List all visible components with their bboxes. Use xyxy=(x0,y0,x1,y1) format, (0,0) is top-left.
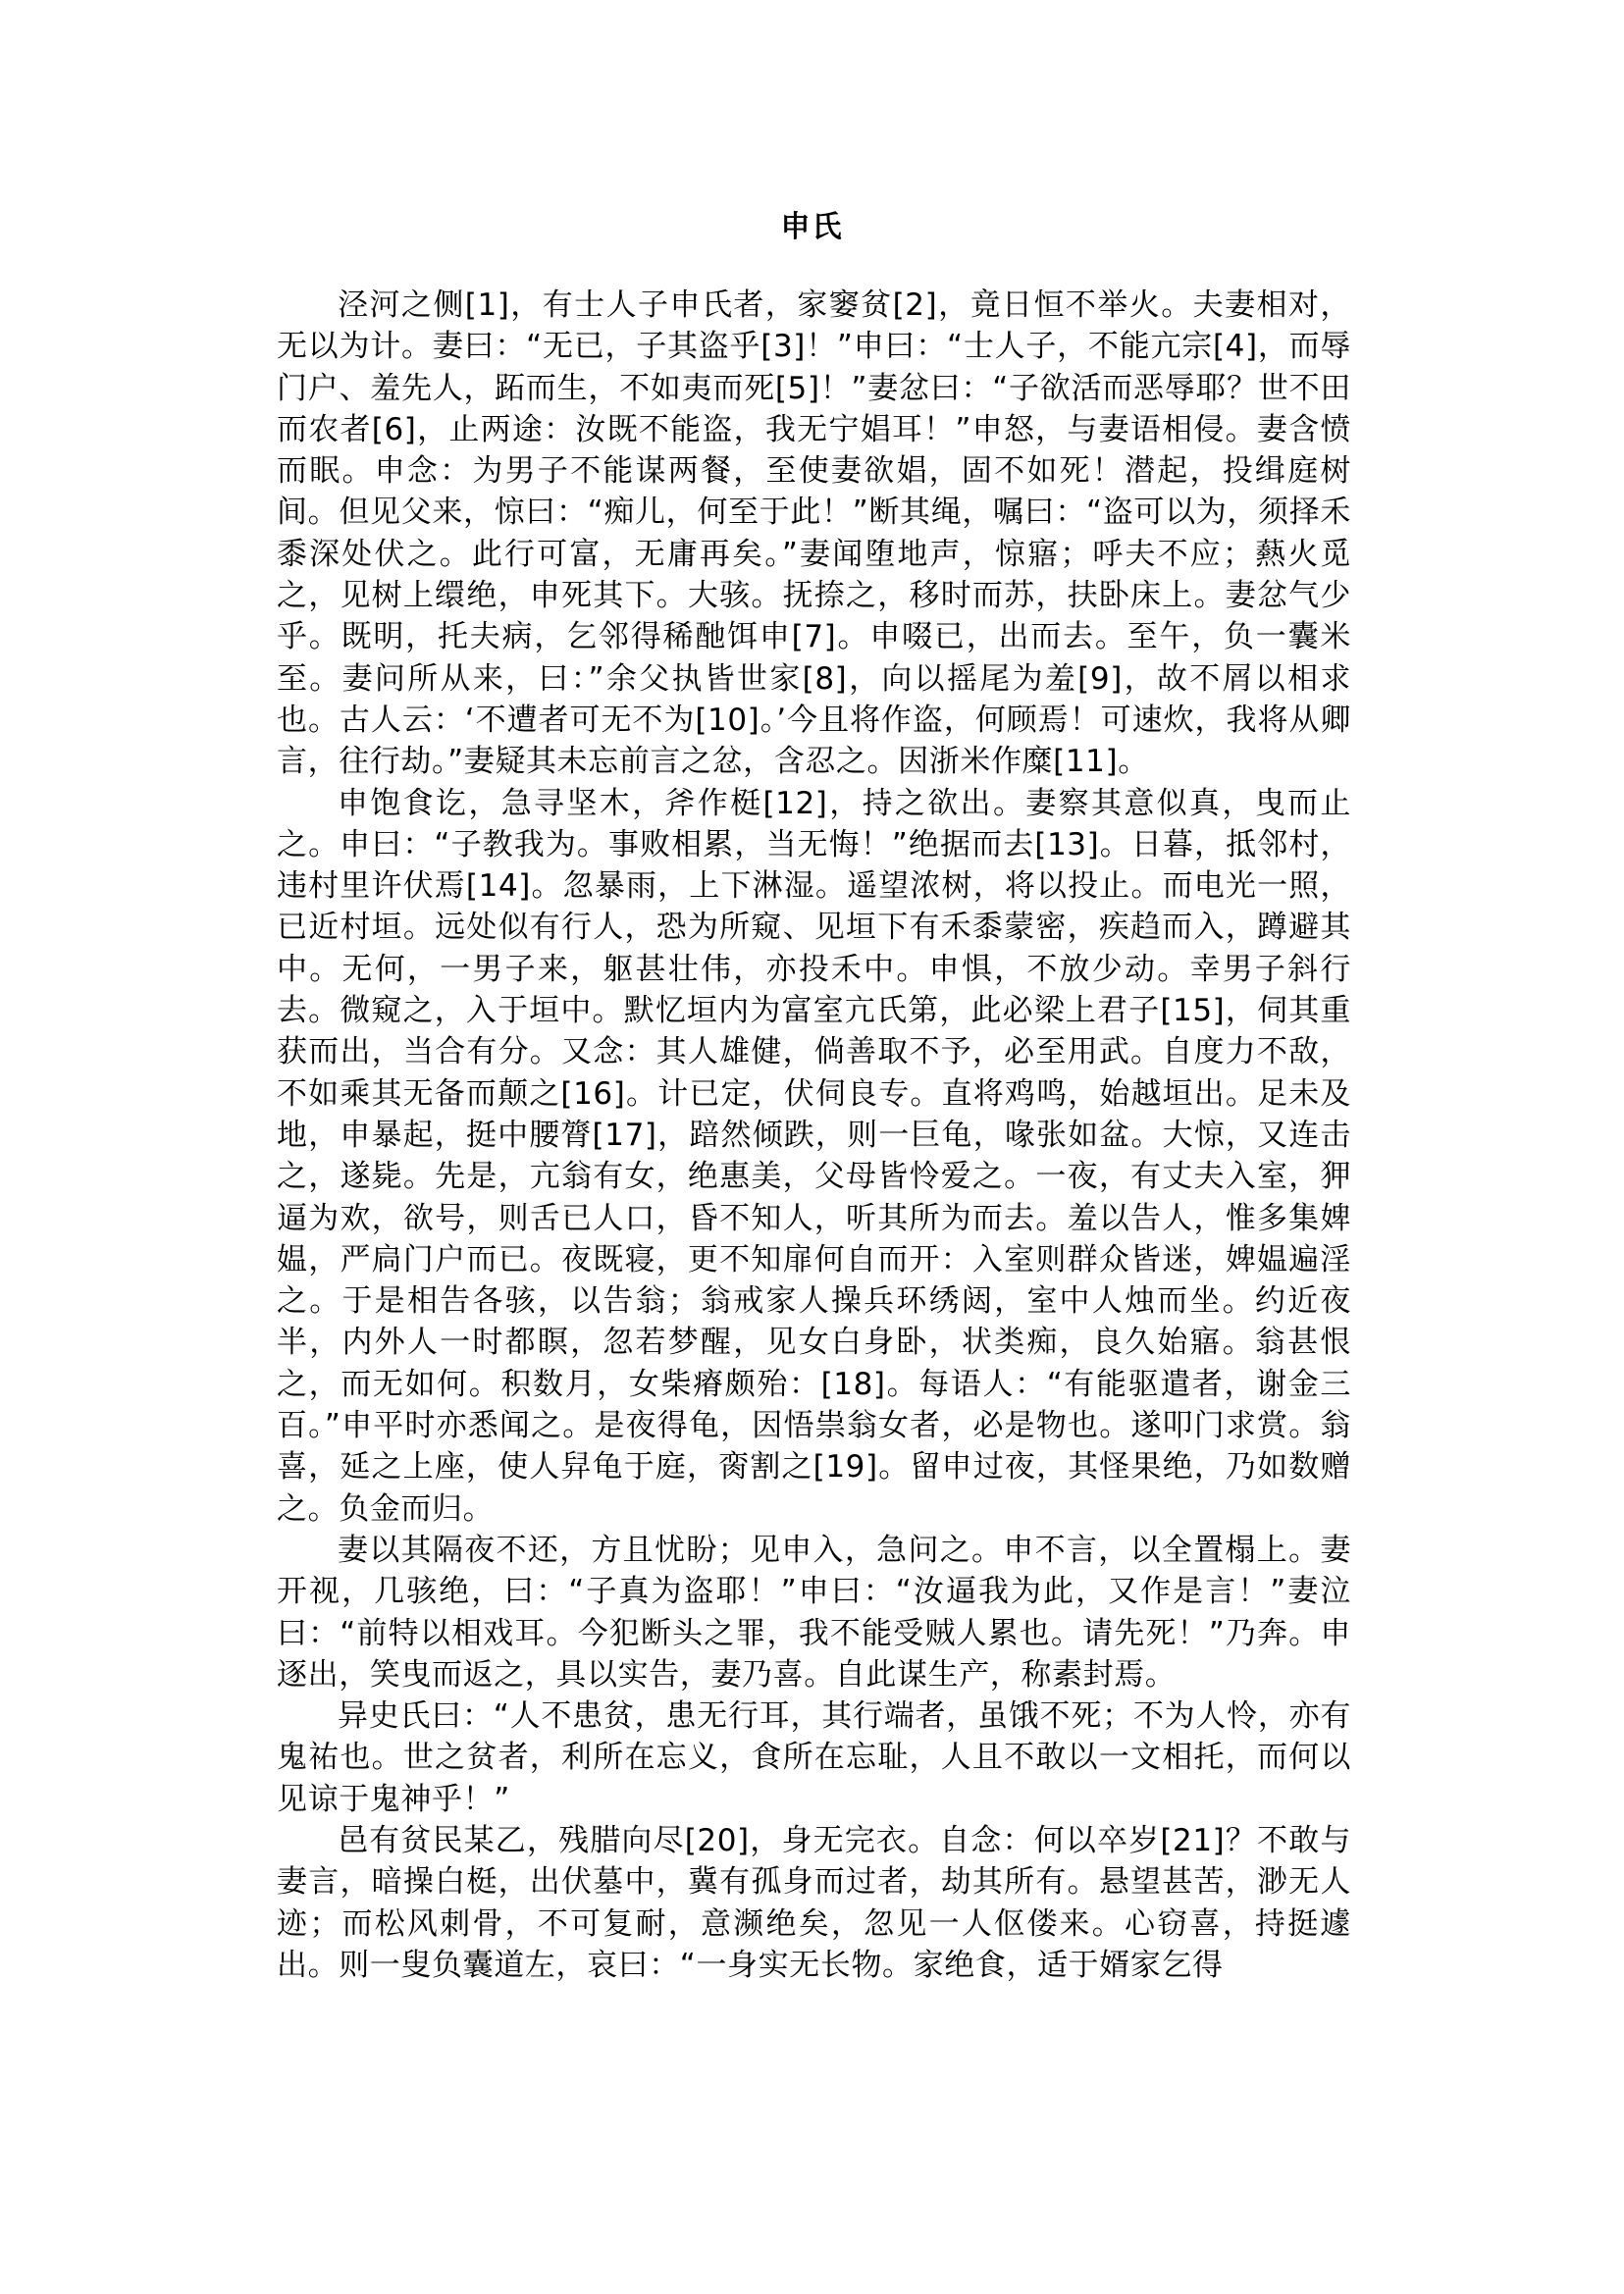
paragraph: 泾河之侧[1]，有士人子申氏者，家窭贫[2]，竟日恒不举火。夫妻相对，无以为计。妻曰：“无已，子其盗乎[3]！”申曰：“士人子，不能亢宗[4]，而辱门户、羞先人，跖而生，不如夷而死[5]！”妻忿曰：“子欲活而恶辱耶？世不田而农者[6]，止两途：汝既不能盗，我无宁娼耳！”申怒，与妻语相侵。妻含愤而眠。申念：为男子不能谋两餐，至使妻欲娼，固不如死！潜起，投缉庭树间。但见父来，惊曰：“痴儿，何至于此！”断其绳，嘱曰：“盗可以为，须择禾黍深处伏之。此行可富，无庸再矣。”妻闻堕地声，惊寤；呼夫不应；爇火觅之，见树上缳绝，申死其下。大骇。抚捺之，移时而苏，扶卧床上。妻忿气少乎。既明，托夫病，乞邻得稀酏饵申[7]。申啜已，出而去。至午，负一囊米至。妻问所从来，曰：”余父执皆世家[8]，向以摇尾为羞[9]，故不屑以相求也。古人云：‘不遭者可无不为[10]。’今且将作盗，何顾焉！可速炊，我将从卿言，往行劫。”妻疑其未忘前言之忿，含忍之。因浙米作糜[11]。 xyxy=(277,287,1351,780)
document-body xyxy=(277,285,1351,1986)
paragraph: 异史氏曰：“人不患贫，患无行耳，其行端者，虽饿不死；不为人怜，亦有鬼祐也。世之贫者，利所在忘义，食所在忘耻，人且不敢以一文相托，而何以见谅于鬼神乎！” xyxy=(277,1698,1351,1817)
paragraph: 邑有贫民某乙，残腊向尽[20]，身无完衣。自念：何以卒岁[21]？不敢与妻言，暗操白梃，出伏墓中，冀有孤身而过者，劫其所有。悬望甚苦，渺无人迹；而松风刺骨，不可复耐，意濒绝矣，忽见一人伛偻来。心窃喜，持挺遽出。则一叟负囊道左，哀曰：“一身实无长物。家绝食，适于婿家乞得 xyxy=(277,1822,1351,1983)
paragraph: 申饱食讫，急寻坚木，斧作梃[12]，持之欲出。妻察其意似真，曳而止之。申曰：“子教我为。事败相累，当无悔！”绝据而去[13]。日暮，抵邻村，违村里许伏焉[14]。忽暴雨，上下淋湿。遥望浓树，将以投止。而电光一照，已近村垣。远处似有行人，恐为所窥、见垣下有禾黍蒙密，疾趋而入，蹲避其中。无何，一男子来，躯甚壮伟，亦投禾中。申惧，不放少动。幸男子斜行去。微窥之，入于垣中。默忆垣内为富室亢氏第，此必梁上君子[15]，伺其重获而出，当合有分。又念：其人雄健，倘善取不予，必至用武。自度力不敌，不如乘其无备而颠之[16]。计已定，伏伺良专。直将鸡鸣，始越垣出。足未及地，申暴起，挺中腰膂[17]，踣然倾跌，则一巨龟，喙张如盆。大惊，又连击之，遂毙。先是，亢翁有女，绝惠美，父母皆怜爱之。一夜，有丈夫入室，狎逼为欢，欲号，则舌已人口，昏不知人，听其所为而去。羞以告人，惟多集婢媪，严扃门户而已。夜既寝，更不知扉何自而开：入室则群众皆迷，婢媪遍淫之。于是相告各骇，以告翁；翁戒家人操兵环绣闼，室中人烛而坐。约近夜半，内外人一时都瞑，忽若梦醒，见女白身卧，状类痴，良久始寤。翁甚恨之，而无如何。积数月，女柴瘠颇殆：[18]。每语人：“有能驱遣者，谢金三百。”申平时亦悉闻之。是夜得龟，因悟祟翁女者，必是物也。遂叩门求赏。翁喜，延之上座，使人舁龟于庭，脔割之[19]。留申过夜，其怪果绝，乃如数赠之。负金而归。 xyxy=(277,785,1351,1527)
paragraph: 妻以其隔夜不还，方且忧盼；见申入，急问之。申不言，以全置榻上。妻开视，几骇绝，曰：“子真为盗耶！”申曰：“汝逼我为此，又作是言！”妻泣曰：“前特以相戏耳。今犯断头之罪，我不能受贼人累也。请先死！”乃奔。申逐出，笑曳而返之，具以实告，妻乃喜。自此谋生产，称素封焉。 xyxy=(277,1532,1351,1693)
document-title: 申氏 xyxy=(780,210,844,244)
